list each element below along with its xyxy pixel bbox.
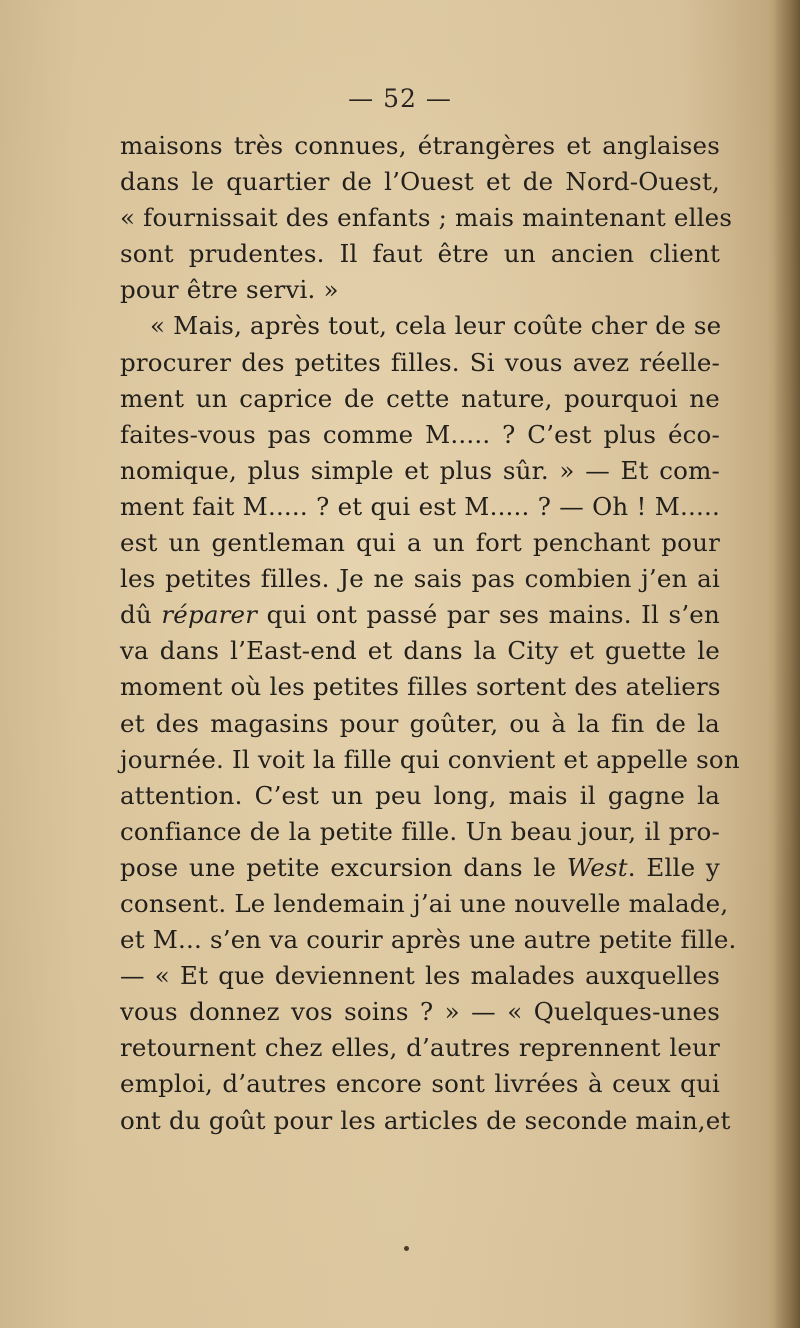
text-line: va dans l’East-end et dans la City et guette le (120, 636, 720, 666)
text-line: ment fait M..... ? et qui est M..... ? — Oh ! M..... (120, 491, 720, 521)
italic-word: réparer (161, 600, 258, 630)
text-line: confiance de la petite fille. Un beau jour, il pro- (120, 816, 720, 846)
text-line: les petites filles. Je ne sais pas combien j’en ai (120, 564, 720, 594)
text-line: nomique, plus simple et plus sûr. » — Et com- (120, 455, 720, 485)
text-line: procurer des petites filles. Si vous avez réelle- (120, 347, 720, 377)
text-line: faites-vous pas comme M..... ? C’est plus éco- (120, 419, 720, 449)
text-line: et M... s’en va courir après une autre petite fille. (120, 925, 737, 955)
text-line: ont du goût pour les articles de seconde main,et (120, 1105, 731, 1135)
text-line: dans le quartier de l’Ouest et de Nord-Ouest, (120, 167, 720, 197)
text-line: — « Et que deviennent les malades auxquelles (120, 961, 720, 991)
text-line: pose une petite excursion dans le West. Elle y (120, 852, 720, 882)
text-line: maisons très connues, étrangères et anglaises (120, 131, 720, 160)
text-line: est un gentleman qui a un fort penchant pour (120, 528, 720, 558)
italic-word: West (566, 852, 628, 882)
page-number: — 52 — (348, 84, 452, 113)
text-line: ment un caprice de cette nature, pourquoi ne (120, 383, 720, 413)
text-line: pour être servi. » (120, 275, 339, 305)
text-line: dû réparer qui ont passé par ses mains. Il s’en (120, 600, 720, 630)
text-line: « Mais, après tout, cela leur coûte cher de se (150, 311, 722, 341)
text-line: journée. Il voit la fille qui convient et appelle son (120, 744, 740, 774)
text-line: moment où les petites filles sortent des ateliers (120, 672, 721, 702)
body-text (120, 128, 740, 1139)
text-line: « fournissait des enfants ; mais maintenant elles (120, 203, 733, 233)
text-line: et des magasins pour goûter, ou à la fin de la (120, 708, 720, 738)
text-line: consent. Le lendemain j’ai une nouvelle malade, (120, 888, 729, 918)
text-line: sont prudentes. Il faut être un ancien client (120, 239, 720, 269)
text-line: attention. C’est un peu long, mais il gagne la (120, 780, 720, 810)
text-line: retournent chez elles, d’autres reprennent leur (120, 1033, 720, 1063)
text-line: vous donnez vos soins ? » — « Quelques-unes (120, 997, 720, 1027)
text-line: emploi, d’autres encore sont livrées à ceux qui (120, 1069, 720, 1099)
page-edge-shadow (774, 0, 800, 1328)
ink-speck (404, 1246, 409, 1251)
